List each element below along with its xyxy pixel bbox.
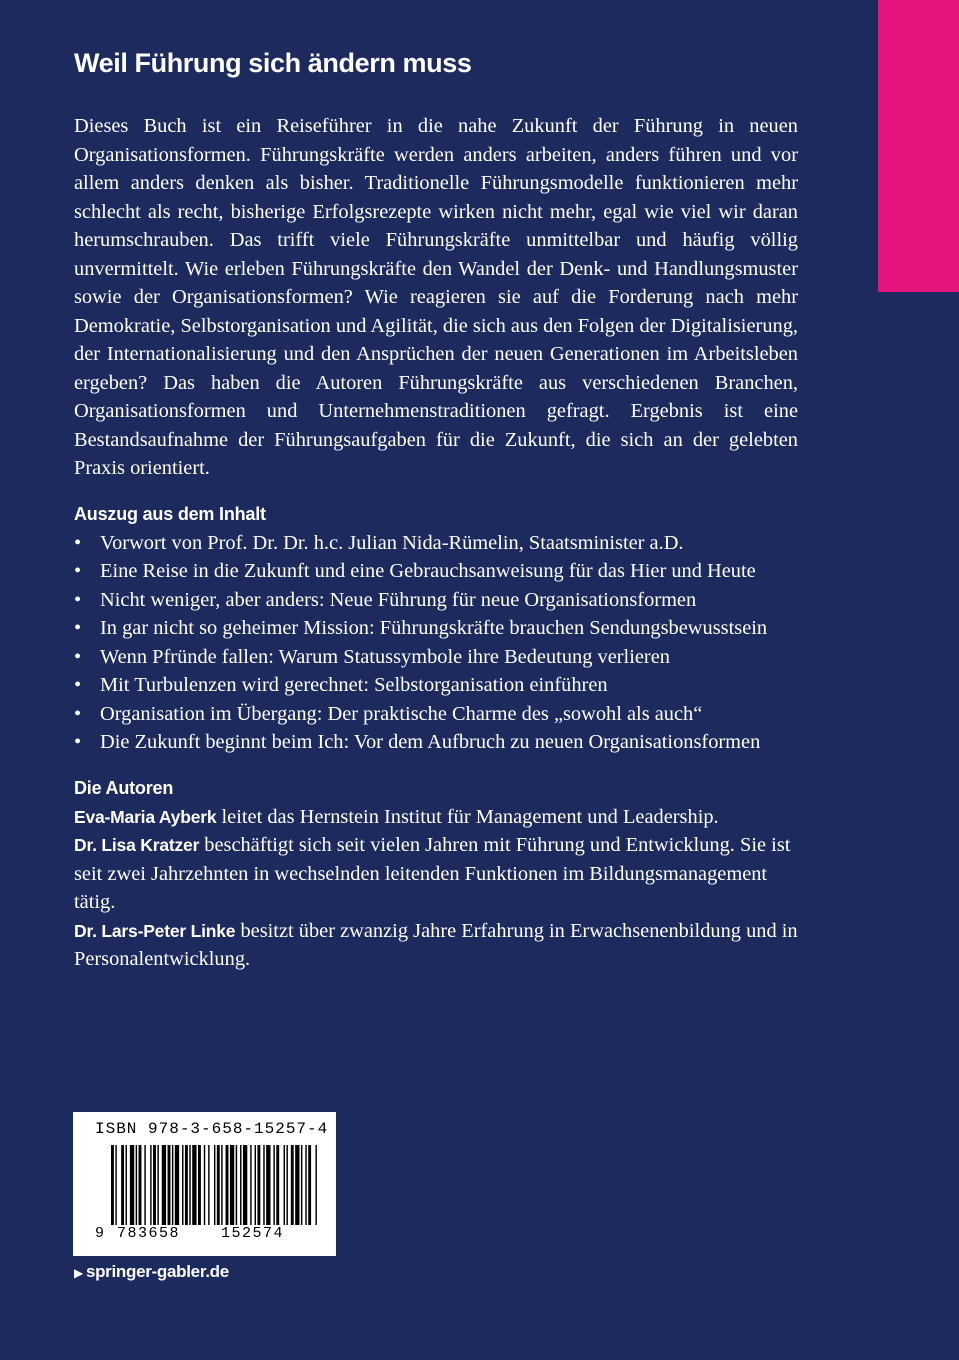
barcode-bar: [182, 1145, 183, 1225]
barcode-bar: [150, 1145, 151, 1225]
barcode-bar: [308, 1145, 311, 1225]
toc-item: • Organisation im Übergang: Der praktische Charme des „sowohl als auch“: [74, 700, 798, 729]
author-name: Eva-Maria Ayberk: [74, 806, 217, 827]
publisher-url: springer-gabler.de: [85, 1262, 229, 1281]
author-name: Dr. Lars-Peter Linke: [74, 920, 236, 941]
barcode-bar: [250, 1145, 251, 1225]
barcode-digit-first: 9: [95, 1225, 105, 1242]
barcode-bar: [266, 1145, 270, 1225]
barcode-bar: [111, 1145, 114, 1225]
barcode-bar: [291, 1145, 294, 1225]
toc-list: [74, 529, 798, 757]
author-bio: besitzt über zwanzig Jahre Erfahrung in Erwachsenenbildung und in Personalentwicklung.: [74, 919, 798, 970]
barcode-digits-left: 783658: [117, 1225, 181, 1242]
barcode-box: [73, 1112, 336, 1256]
barcode-bar: [263, 1145, 264, 1225]
barcode-bar: [243, 1145, 247, 1225]
barcode-bar: [126, 1145, 127, 1225]
barcode-graphic: [73, 1112, 336, 1256]
barcode-bar: [192, 1145, 196, 1225]
toc-item: • Mit Turbulenzen wird gerechnet: Selbstorganisation einführen: [74, 671, 798, 700]
author-bio: leitet das Hernstein Institut für Management und Leadership.: [216, 805, 719, 828]
triangle-right-icon: ▶: [74, 1266, 83, 1280]
book-description: Dieses Buch ist ein Reiseführer in die nahe Zukunft der Führung in neuen Organisationsformen. Führungskräfte werden anders arbeiten, anders führen und vor allem anders denken als bisher. Traditionelle Führungsmodelle funktionieren mehr schlecht als recht, bisherige Erfolgsrezepte wirken nicht mehr, egal wie viel wir daran herumschrauben. Das trifft viele Führungskräfte unmittelbar und häufig völlig unvermittelt. Wie erleben Führungskräfte den Wandel der Denk- und Handlungsmuster sowie der Organisationsformen? Wie reagieren sie auf die Forderung nach mehr Demokratie, Selbstorganisation und Agilität, die sich aus den Folgen der Digitalisierung, der Internationalisierung und den Ansprüchen der neuen Generationen im Arbeitsleben ergeben? Das haben die Autoren Führungskräfte aus verschiedenen Branchen, Organisationsformen und Unternehmenstraditionen gefragt. Ergebnis ist eine Bestandsaufnahme der Führungsaufgaben für die Zukunft, die sich an der gelebten Praxis orientiert.: [74, 115, 798, 479]
barcode-bar: [255, 1145, 256, 1225]
barcode-bar: [189, 1145, 190, 1225]
barcode-bar: [208, 1145, 209, 1225]
barcode-bar: [121, 1145, 124, 1225]
barcode-bar: [130, 1145, 134, 1225]
toc-heading: Auszug aus dem Inhalt: [74, 503, 266, 524]
barcode-bar: [217, 1145, 220, 1225]
barcode-bar: [305, 1145, 306, 1225]
barcode-bar: [301, 1145, 302, 1225]
toc-item: • In gar nicht so geheimer Mission: Führungskräfte brauchen Sendungsbewusstsein: [74, 614, 798, 643]
barcode-bar: [214, 1145, 215, 1225]
barcode-digits-right: 152574: [221, 1225, 285, 1242]
barcode-bar: [236, 1145, 237, 1225]
accent-bar: [878, 0, 959, 292]
toc-item: • Die Zukunft beginnt beim Ich: Vor dem Aufbruch zu neuen Organisationsformen: [74, 728, 798, 757]
barcode-bar: [115, 1145, 116, 1225]
barcode-bar: [257, 1145, 260, 1225]
toc-item: • Wenn Pfründe fallen: Warum Statussymbole ihre Bedeutung verlieren: [74, 643, 798, 672]
toc-item: • Vorwort von Prof. Dr. Dr. h.c. Julian Nida-Rümelin, Staatsminister a.D.: [74, 529, 798, 558]
toc-item: • Eine Reise in die Zukunft und eine Gebrauchsanweisung für das Hier und Heute: [74, 557, 798, 586]
toc-item: • Nicht weniger, aber anders: Neue Führung für neue Organisationsformen: [74, 586, 798, 615]
barcode-bar: [295, 1145, 299, 1225]
isbn-label: ISBN 978-3-658-15257-4: [95, 1120, 329, 1138]
barcode-bar: [284, 1145, 285, 1225]
barcode-bar: [157, 1145, 158, 1225]
barcode-bar: [185, 1145, 188, 1225]
barcode-bar: [175, 1145, 179, 1225]
barcode-bar: [198, 1145, 201, 1225]
book-tagline: Weil Führung sich ändern muss: [74, 48, 472, 78]
barcode-bar: [144, 1145, 145, 1225]
barcode-bar: [153, 1145, 156, 1225]
authors-text: [74, 803, 798, 974]
barcode-bar: [240, 1145, 241, 1225]
barcode-bar: [315, 1145, 316, 1225]
publisher-link[interactable]: [74, 1262, 229, 1282]
barcode-bar: [204, 1145, 205, 1225]
barcode-bar: [162, 1145, 166, 1225]
barcode-bar: [273, 1145, 274, 1225]
back-cover-content: [74, 44, 798, 974]
author-name: Dr. Lisa Kratzer: [74, 835, 200, 855]
barcode-bar: [230, 1145, 234, 1225]
barcode-bar: [139, 1145, 142, 1225]
barcode-bar: [221, 1145, 222, 1225]
barcode-bar: [226, 1145, 229, 1225]
barcode-bar: [286, 1145, 287, 1225]
barcode-bar: [172, 1145, 173, 1225]
author-bio: beschäftigt sich seit vielen Jahren mit Führung und Entwicklung. Sie ist seit zwei Jahrzehnten in wechselnden leitenden Funktionen im Bildungsmanagement tätig.: [74, 834, 791, 913]
barcode-bar: [168, 1145, 171, 1225]
barcode-bar: [136, 1145, 137, 1225]
barcode-bar: [276, 1145, 279, 1225]
authors-heading: Die Autoren: [74, 777, 174, 798]
